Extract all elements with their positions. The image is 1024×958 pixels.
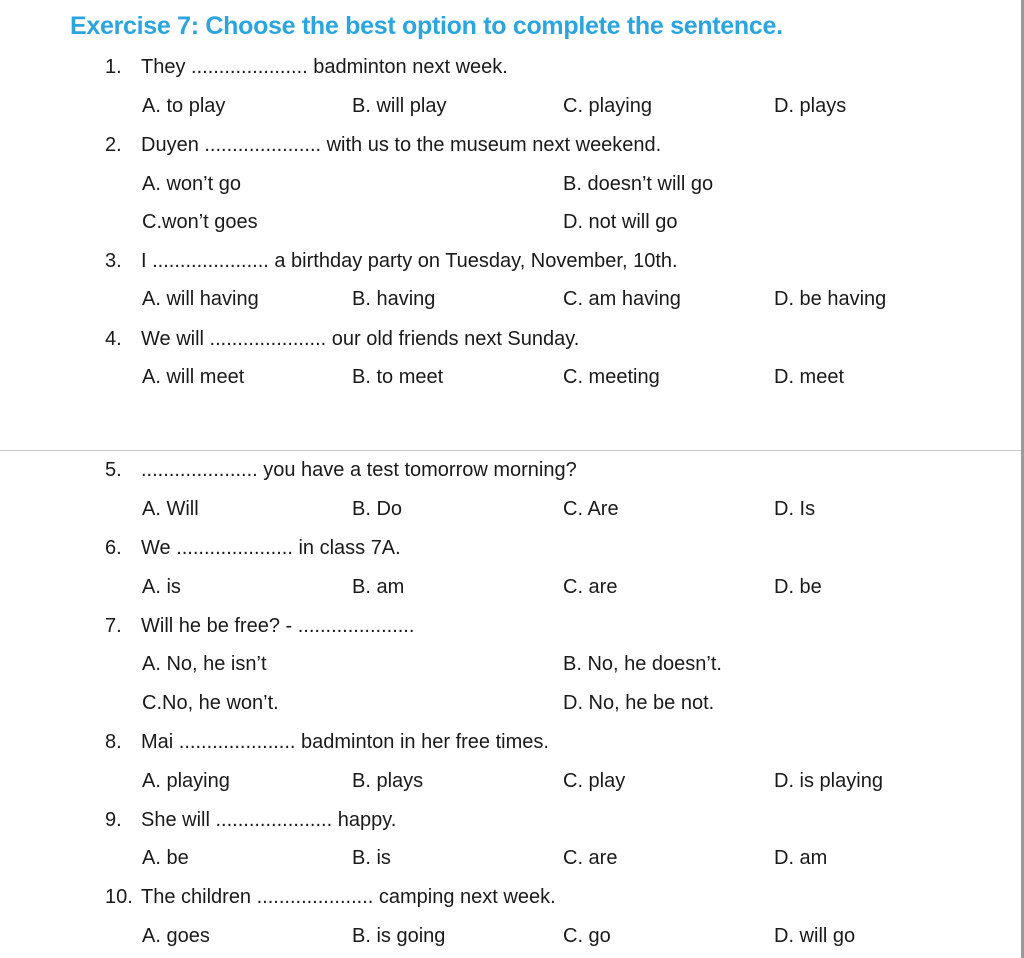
question-number: 4. — [105, 328, 122, 350]
option-c: C. playing — [563, 95, 652, 117]
option-c: C.No, he won’t. — [142, 692, 279, 714]
question-number: 9. — [105, 809, 122, 831]
option-c: C. meeting — [563, 366, 660, 388]
question-10 — [105, 886, 556, 909]
question-text: ..................... you have a test tomorrow morning? — [141, 459, 577, 481]
option-b: B. having — [352, 288, 436, 310]
option-a: A. Will — [142, 498, 199, 520]
option-b: B. Do — [352, 498, 403, 520]
option-b: B. to meet — [352, 366, 444, 388]
page-divider — [0, 450, 1024, 451]
question-1 — [105, 56, 508, 79]
question-number: 10. — [105, 886, 133, 908]
option-a: A. be — [142, 847, 189, 869]
question-text: Duyen ..................... with us to the museum next weekend. — [141, 134, 662, 156]
option-a: A. will meet — [142, 366, 245, 388]
option-b: B. is going — [352, 925, 446, 947]
option-a: A. won’t go — [142, 173, 241, 195]
option-b: B. doesn’t will go — [563, 173, 714, 195]
question-4 — [105, 328, 579, 351]
question-text: They ..................... badminton next week. — [141, 56, 508, 78]
option-a: A. will having — [142, 288, 259, 310]
option-b: B. plays — [352, 770, 424, 792]
option-a: A. to play — [142, 95, 226, 117]
option-d: D. is playing — [774, 770, 883, 792]
question-number: 2. — [105, 134, 122, 156]
option-c: C. am having — [563, 288, 681, 310]
option-d: D. be having — [774, 288, 887, 310]
question-2 — [105, 134, 661, 157]
question-7 — [105, 615, 414, 638]
option-a: A. is — [142, 576, 181, 598]
question-text: I ..................... a birthday party on Tuesday, November, 10th. — [141, 250, 678, 272]
option-d: D. plays — [774, 95, 847, 117]
option-b: B. am — [352, 576, 405, 598]
option-a: A. playing — [142, 770, 230, 792]
question-5 — [105, 459, 577, 482]
question-text: Will he be free? - ..................... — [141, 615, 415, 637]
question-text: Mai ..................... badminton in her free times. — [141, 731, 549, 753]
option-c: C. play — [563, 770, 626, 792]
question-number: 1. — [105, 56, 122, 78]
option-c: C. Are — [563, 498, 619, 520]
question-6 — [105, 537, 401, 560]
option-d: D. be — [774, 576, 822, 598]
question-text: We will ..................... our old friends next Sunday. — [141, 328, 580, 350]
question-text: The children ..................... camping next week. — [141, 886, 556, 908]
option-c: C. are — [563, 576, 618, 598]
option-d: D. not will go — [563, 211, 678, 233]
question-8 — [105, 731, 549, 754]
question-number: 8. — [105, 731, 122, 753]
question-number: 5. — [105, 459, 122, 481]
option-c: C. go — [563, 925, 611, 947]
option-d: D. meet — [774, 366, 845, 388]
question-text: She will ..................... happy. — [141, 809, 397, 831]
option-c: C.won’t goes — [142, 211, 258, 233]
question-number: 3. — [105, 250, 122, 272]
question-3 — [105, 250, 678, 273]
option-d: D. will go — [774, 925, 856, 947]
question-9 — [105, 809, 396, 832]
option-d: D. No, he be not. — [563, 692, 715, 714]
option-b: B. No, he doesn’t. — [563, 653, 722, 675]
question-number: 7. — [105, 615, 122, 637]
option-a: A. goes — [142, 925, 210, 947]
question-text: We ..................... in class 7A. — [141, 537, 401, 559]
exercise-title: Exercise 7: Choose the best option to complete the sentence. — [70, 12, 783, 40]
option-b: B. is — [352, 847, 391, 869]
option-a: A. No, he isn’t — [142, 653, 267, 675]
option-d: D. am — [774, 847, 828, 869]
question-number: 6. — [105, 537, 122, 559]
option-b: B. will play — [352, 95, 447, 117]
option-d: D. Is — [774, 498, 816, 520]
option-c: C. are — [563, 847, 618, 869]
